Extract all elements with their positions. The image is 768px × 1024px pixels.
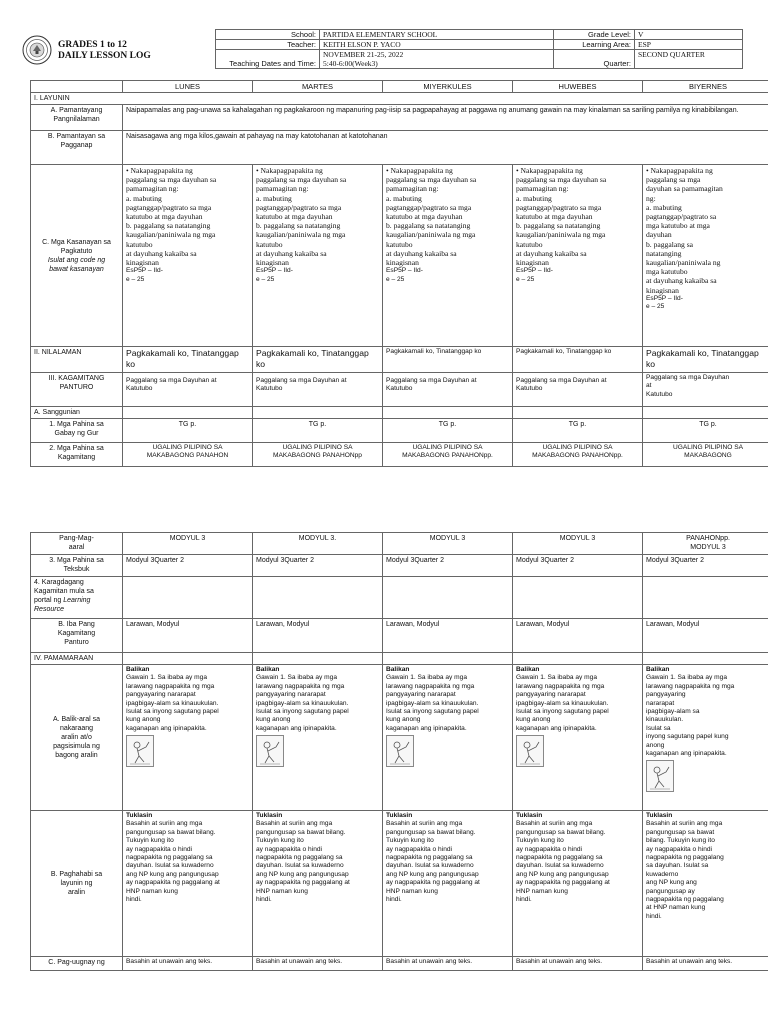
pamamaraan-miyerkules <box>383 653 513 665</box>
kasanayan-label: C. Mga Kasanayan sa Pagkatuto <box>42 238 111 255</box>
kagamitang-mag-aaral-lunes: UGALING PILIPINO SA MAKABAGONG PANAHON <box>123 443 253 467</box>
doc-title-line2: DAILY LESSON LOG <box>58 51 151 61</box>
teacher-value: KEITH ELSON P. YACO <box>320 40 554 50</box>
deped-seal-icon <box>22 35 52 65</box>
nilalaman-huwebes: Pagkakamali ko, Tinatanggap ko <box>513 347 643 373</box>
nilalaman-miyerkules: Pagkakamali ko, Tinatanggap ko <box>383 347 513 373</box>
lesson-table-bottom <box>30 532 768 971</box>
lesson-table-top <box>30 80 768 467</box>
karagdagang-biyernes <box>643 577 768 619</box>
day-header-martes: MARTES <box>253 81 383 93</box>
teksbuk-miyerkules: Modyul 3Quarter 2 <box>383 555 513 577</box>
modyul-lunes: MODYUL 3 <box>123 533 253 555</box>
balikan-text: Gawain 1. Sa ibaba ay mga larawang nagpapakita ng mga pangyayaring nararapat ipagbigay-alam sa kinauukulan. Isulat sa inyong sagutang papel kung anong kaganapan ang ipinapakita. <box>126 674 219 732</box>
kasanayan-cell-huwebes <box>513 165 643 347</box>
gabay-huwebes: TG p. <box>513 419 643 443</box>
pamantayan-pagganap-label: B. Pamantayan sa Pagganap <box>31 131 123 165</box>
worker-illustration-icon <box>646 760 674 792</box>
balik-aral-lunes <box>123 665 253 811</box>
pamamaraan-huwebes <box>513 653 643 665</box>
kasanayan-cell-lunes <box>123 165 253 347</box>
paghahabi-martes <box>253 811 383 957</box>
modyul-biyernes: PANAHONpp. MODYUL 3 <box>643 533 768 555</box>
karagdagang-lunes <box>123 577 253 619</box>
sanggunian-biyernes <box>643 407 768 419</box>
balik-aral-martes <box>253 665 383 811</box>
balikan-text: Gawain 1. Sa ibaba ay mga larawang nagpapakita ng mga pangyayaring nararapat ipagbigay-alam sa kinauukulan. Isulat sa inyong sagutang papel kung anong kaganapan ang ipinapakita. <box>516 674 609 732</box>
corner-cell <box>31 81 123 93</box>
sanggunian-huwebes <box>513 407 643 419</box>
balikan-title: Balikan <box>256 666 280 673</box>
balik-aral-miyerkules <box>383 665 513 811</box>
teksbuk-label: 3. Mga Pahina sa Teksbuk <box>31 555 123 577</box>
dates-label: Teaching Dates and Time: <box>216 50 320 69</box>
school-label: School: <box>216 30 320 40</box>
pamamaraan-label: IV. PAMAMARAAN <box>31 653 123 665</box>
tuklasin-text: Basahin at suriin ang mga pangungusap sa bawat bilang. Tukuyin kung ito ay nagpapakita o hindi nagpapakita ng paggalang sa dayuhan. Isulat sa kuwaderno ang NP kung ang pangungusap ay nagpapakita ng paggalang at HNP naman kung hindi. <box>646 820 724 920</box>
kasanayan-code: EsP5P – IId- e – 25 <box>256 267 293 283</box>
pamantayang-pangnilalaman-label: A. Pamantayang Pangnilalaman <box>31 105 123 131</box>
balik-aral-biyernes <box>643 665 768 811</box>
quarter-value: SECOND QUARTER <box>635 50 743 69</box>
tuklasin-text: Basahin at suriin ang mga pangungusap sa bawat bilang. Tukuyin kung ito ay nagpapakita o hindi nagpapakita ng paggalang sa dayuhan. Isulat sa kuwaderno ang NP kung ang pangungusap ay nagpapakita ng paggalang at HNP naman kung hindi. <box>386 820 480 904</box>
kasanayan-code: EsP5P – IId- e – 25 <box>386 267 423 283</box>
balikan-title: Balikan <box>386 666 410 673</box>
teksbuk-biyernes: Modyul 3Quarter 2 <box>643 555 768 577</box>
kagamitang-mag-aaral-miyerkules: UGALING PILIPINO SA MAKABAGONG PANAHONpp. <box>383 443 513 467</box>
tuklasin-title: Tuklasin <box>126 812 153 819</box>
day-header-huwebes: HUWEBES <box>513 81 643 93</box>
kagamitang-biyernes: Paggalang sa mga Dayuhan at Katutubo <box>643 373 768 407</box>
day-header-biyernes: BIYERNES <box>643 81 768 93</box>
karagdagang-label-cell <box>31 577 123 619</box>
kagamitang-huwebes: Paggalang sa mga Dayuhan at Katutubo <box>513 373 643 407</box>
worker-illustration-icon <box>386 735 414 767</box>
header-info-table <box>215 29 743 69</box>
quarter-label: Quarter: <box>554 50 635 69</box>
modyul-martes: MODYUL 3. <box>253 533 383 555</box>
pag-uugnay-miyerkules: Basahin at unawain ang teks. <box>383 957 513 971</box>
kasanayan-text: • Nakapagpapakita ng paggalang sa mga dayuhan sa pamamagitan ng: a. mabuting pagtanggap/pagtrato sa mga katutubo at mga dayuhan b. paggalang sa natatanging kaugalian/paniniwala ng mga katutubo at dayuhang kakaiba sa kinagisnan <box>516 166 607 268</box>
nilalaman-label: II. NILALAMAN <box>31 347 123 373</box>
kagamitang-mag-aaral-martes: UGALING PILIPINO SA MAKABAGONG PANAHONpp <box>253 443 383 467</box>
teksbuk-huwebes: Modyul 3Quarter 2 <box>513 555 643 577</box>
grade-value: V <box>635 30 743 40</box>
kagamitang-label: III. KAGAMITANG PANTURO <box>31 373 123 407</box>
area-value: ESP <box>635 40 743 50</box>
sanggunian-miyerkules <box>383 407 513 419</box>
kagamitang-martes: Paggalang sa mga Dayuhan at Katutubo <box>253 373 383 407</box>
kasanayan-code: EsP5P – IId- e – 25 <box>646 294 683 311</box>
kasanayan-code: EsP5P – IId- e – 25 <box>516 267 553 283</box>
balikan-text: Gawain 1. Sa ibaba ay mga larawang nagpapakita ng mga pangyayaring nararapat ipagbigay-alam sa kinauukulan. Isulat sa inyong sagutang papel kung anong kaganapan ang ipinapakita. <box>386 674 479 732</box>
nilalaman-lunes: Pagkakamali ko, Tinatanggap ko <box>123 347 253 373</box>
karagdagang-huwebes <box>513 577 643 619</box>
pang-mag-aaral-label: Pang-Mag- aaral <box>31 533 123 555</box>
area-label: Learning Area: <box>554 40 635 50</box>
kasanayan-cell-miyerkules <box>383 165 513 347</box>
balikan-title: Balikan <box>646 666 670 673</box>
teacher-label: Teacher: <box>216 40 320 50</box>
kasanayan-text: • Nakapagpapakita ng paggalang sa mga dayuhan sa pamamagitan ng: a. mabuting pagtanggap/pagtrato sa mga katutubo at mga dayuhan b. paggalang sa natatanging kaugalian/paniniwala ng mga katutubo at dayuhang kakaiba sa kinagisnan <box>256 166 347 268</box>
teksbuk-martes: Modyul 3Quarter 2 <box>253 555 383 577</box>
kasanayan-cell-martes <box>253 165 383 347</box>
kasanayan-text: • Nakapagpapakita ng paggalang sa mga dayuhan sa pamamagitan ng: a. mabuting pagtanggap/pagtrato sa mga katutubo at mga dayuhan b. paggalang sa natatanging kaugalian/paniniwala ng mga katutubo at dayuhang kakaiba sa kinagisnan <box>386 166 477 268</box>
tuklasin-text: Basahin at suriin ang mga pangungusap sa bawat bilang. Tukuyin kung ito ay nagpapakita o hindi nagpapakita ng paggalang sa dayuhan. Isulat sa kuwaderno ang NP kung ang pangungusap ay nagpapakita ng paggalang at HNP naman kung hindi. <box>516 820 610 904</box>
kagamitang-mag-aaral-huwebes: UGALING PILIPINO SA MAKABAGONG PANAHONpp. <box>513 443 643 467</box>
worker-illustration-icon <box>126 735 154 767</box>
karagdagang-martes <box>253 577 383 619</box>
learning-resource-label: Learning Resource <box>34 597 91 613</box>
pamamaraan-biyernes <box>643 653 768 665</box>
worker-illustration-icon <box>256 735 284 767</box>
teksbuk-lunes: Modyul 3Quarter 2 <box>123 555 253 577</box>
sanggunian-label: A. Sanggunian <box>31 407 123 419</box>
nilalaman-martes: Pagkakamali ko, Tinatanggap ko <box>253 347 383 373</box>
balik-aral-label: A. Balik-aral sa nakaraang aralin at/o pagsisimula ng bagong aralin <box>31 665 123 811</box>
gabay-miyerkules: TG p. <box>383 419 513 443</box>
tuklasin-title: Tuklasin <box>646 812 673 819</box>
balik-aral-huwebes <box>513 665 643 811</box>
iba-pang-huwebes: Larawan, Modyul <box>513 619 643 653</box>
kasanayan-cell-biyernes <box>643 165 768 347</box>
iba-pang-biyernes: Larawan, Modyul <box>643 619 768 653</box>
pamantayang-pangnilalaman-text: Naipapamalas ang pag-unawa sa kahalagahan ng pagkakaroon ng mapanuring pag-iisip sa pagpapahayag at paggawa ng anumang gawain na may kinalaman sa sariling pamilya ng kinabibilangan. <box>123 105 768 131</box>
pag-uugnay-biyernes: Basahin at unawain ang teks. <box>643 957 768 971</box>
paghahabi-miyerkules <box>383 811 513 957</box>
kagamitang-mag-aaral-biyernes: UGALING PILIPINO SA MAKABAGONG <box>643 443 768 467</box>
sanggunian-martes <box>253 407 383 419</box>
tuklasin-title: Tuklasin <box>386 812 413 819</box>
kasanayan-text: • Nakapagpapakita ng paggalang sa mga dayuhan sa pamamagitan ng: a. mabuting pagtanggap/pagtrato sa mga katutubo at mga dayuhan b. paggalang sa natatanging kaugalian/paniniwala ng mga katutubo at dayuhang kakaiba sa kinagisnan <box>126 166 217 268</box>
kasanayan-sublabel: Isulat ang code ng bawat kasanayan <box>47 256 106 273</box>
kagamitang-mag-aaral-label: 2. Mga Pahina sa Kagamitang <box>31 443 123 467</box>
iba-pang-miyerkules: Larawan, Modyul <box>383 619 513 653</box>
kasanayan-code: EsP5P – IId- e – 25 <box>126 267 163 283</box>
gabay-lunes: TG p. <box>123 419 253 443</box>
pamamaraan-lunes <box>123 653 253 665</box>
karagdagang-miyerkules <box>383 577 513 619</box>
gabay-biyernes: TG p. <box>643 419 768 443</box>
balikan-text: Gawain 1. Sa ibaba ay mga larawang nagpapakita ng mga pangyayaring nararapat ipagbigay-alam sa kinauukulan. Isulat sa inyong sagutang papel kung anong kaganapan ang ipinapakita. <box>256 674 349 732</box>
tuklasin-text: Basahin at suriin ang mga pangungusap sa bawat bilang. Tukuyin kung ito ay nagpapakita o hindi nagpapakita ng paggalang sa dayuhan. Isulat sa kuwaderno ang NP kung ang pangungusap ay nagpapakita ng paggalang at HNP naman kung hindi. <box>126 820 220 904</box>
day-header-miyerkules: MIYERKULES <box>383 81 513 93</box>
modyul-miyerkules: MODYUL 3 <box>383 533 513 555</box>
balikan-title: Balikan <box>126 666 150 673</box>
pag-uugnay-martes: Basahin at unawain ang teks. <box>253 957 383 971</box>
kasanayan-label-cell <box>31 165 123 347</box>
iba-pang-martes: Larawan, Modyul <box>253 619 383 653</box>
dates-value <box>320 50 554 69</box>
balikan-text: Gawain 1. Sa ibaba ay mga larawang nagpapakita ng mga pangyayaring nararapat ipagbigay-alam sa kinauukulan. Isulat sa inyong sagutang papel kung anong kaganapan ang ipinapakita. <box>646 674 735 758</box>
grade-label: Grade Level: <box>554 30 635 40</box>
paghahabi-lunes <box>123 811 253 957</box>
kasanayan-text: • Nakapagpapakita ng paggalang sa mga dayuhan sa pamamagitan ng: a. mabuting pagtanggap/pagtrato sa mga katutubo at mga dayuhan b. paggalang sa natatanging kaugalian/paniniwala ng mga katutubo at dayuhang kakaiba sa kinagisnan <box>646 166 723 295</box>
sanggunian-lunes <box>123 407 253 419</box>
tuklasin-title: Tuklasin <box>256 812 283 819</box>
iba-pang-lunes: Larawan, Modyul <box>123 619 253 653</box>
iba-pang-label: B. Iba Pang Kagamitang Panturo <box>31 619 123 653</box>
kagamitang-miyerkules: Paggalang sa mga Dayuhan at Katutubo <box>383 373 513 407</box>
pamantayan-pagganap-text: Naisasagawa ang mga kilos,gawain at pahayag na may katotohanan at katotohanan <box>123 131 768 165</box>
balikan-title: Balikan <box>516 666 540 673</box>
tuklasin-title: Tuklasin <box>516 812 543 819</box>
doc-title <box>58 40 151 62</box>
dates-text: NOVEMBER 21-25, 2022 <box>323 50 404 59</box>
karagdagang-label: 4. Karagdagang Kagamitan mula sa portal ng <box>34 579 94 604</box>
pag-uugnay-label: C. Pag-uugnay ng <box>31 957 123 971</box>
school-value: PARTIDA ELEMENTARY SCHOOL <box>320 30 554 40</box>
section-layunin: I. LAYUNIN <box>31 93 768 105</box>
pag-uugnay-huwebes: Basahin at unawain ang teks. <box>513 957 643 971</box>
gabay-label: 1. Mga Pahina sa Gabay ng Gur <box>31 419 123 443</box>
worker-illustration-icon <box>516 735 544 767</box>
nilalaman-biyernes: Pagkakamali ko, Tinatanggap ko <box>643 347 768 373</box>
tuklasin-text: Basahin at suriin ang mga pangungusap sa bawat bilang. Tukuyin kung ito ay nagpapakita o hindi nagpapakita ng paggalang sa dayuhan. Isulat sa kuwaderno ang NP kung ang pangungusap ay nagpapakita ng paggalang at HNP naman kung hindi. <box>256 820 350 904</box>
pamamaraan-martes <box>253 653 383 665</box>
paghahabi-huwebes <box>513 811 643 957</box>
modyul-huwebes: MODYUL 3 <box>513 533 643 555</box>
time-text: 5:40-6:00(Week3) <box>323 59 378 68</box>
gabay-martes: TG p. <box>253 419 383 443</box>
paghahabi-biyernes <box>643 811 768 957</box>
pag-uugnay-lunes: Basahin at unawain ang teks. <box>123 957 253 971</box>
kagamitang-lunes: Paggalang sa mga Dayuhan at Katutubo <box>123 373 253 407</box>
day-header-lunes: LUNES <box>123 81 253 93</box>
paghahabi-label: B. Paghahabi sa layunin ng aralin <box>31 811 123 957</box>
doc-title-line1: GRADES 1 to 12 <box>58 40 127 50</box>
